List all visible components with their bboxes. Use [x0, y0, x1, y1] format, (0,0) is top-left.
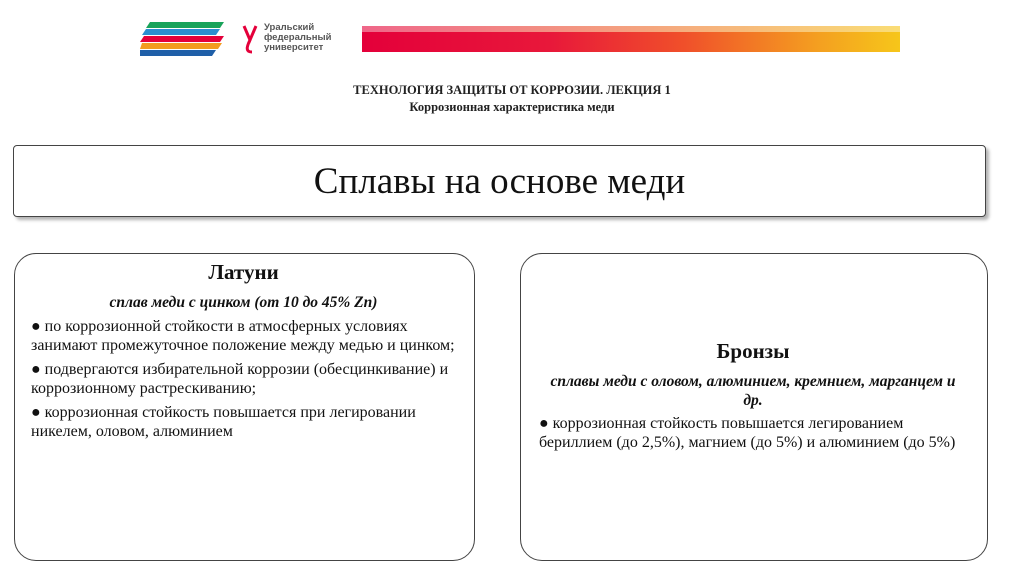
university-name-line-2: федеральный [264, 32, 332, 43]
header-gradient-bar [362, 32, 900, 52]
bronze-bullet-1: ● коррозионная стойкость повышается легированием бериллием (до 2,5%), магнием (до 5%) и алюминием (до 5%) [539, 415, 956, 451]
header [140, 22, 900, 58]
slide-title: Сплавы на основе меди [13, 145, 986, 217]
brass-bullet-2: ● подвергаются избирательной коррозии (обесцинкивание) и коррозионному растрескиванию; [31, 361, 449, 397]
brass-panel [14, 253, 475, 561]
urfu-stripes-logo-icon [140, 22, 224, 56]
bronze-panel [520, 253, 988, 561]
brass-bullet-3: ● коррозионная стойкость повышается при легировании никелем, оловом, алюминием [31, 404, 416, 440]
course-subtitle: Коррозионная характеристика меди [409, 100, 615, 114]
brass-subtitle: сплав меди с цинком (от 10 до 45% Zn) [109, 294, 378, 311]
brass-title: Латуни [208, 260, 279, 284]
university-name-line-1: Уральский [264, 22, 315, 33]
urfu-u-logo-icon [242, 24, 258, 54]
bronze-title: Бронзы [716, 339, 790, 363]
course-title: ТЕХНОЛОГИЯ ЗАЩИТЫ ОТ КОРРОЗИИ. ЛЕКЦИЯ 1 [353, 83, 671, 97]
brass-bullet-1: ● по коррозионной стойкости в атмосферных условиях занимают промежуточное положение между медью и цинком; [31, 318, 455, 354]
course-heading [0, 82, 1024, 116]
university-name [264, 23, 331, 53]
university-name-line-3: университет [264, 42, 324, 53]
bronze-subtitle: сплавы меди с оловом, алюминием, кремнием, марганцем и др. [550, 373, 956, 409]
